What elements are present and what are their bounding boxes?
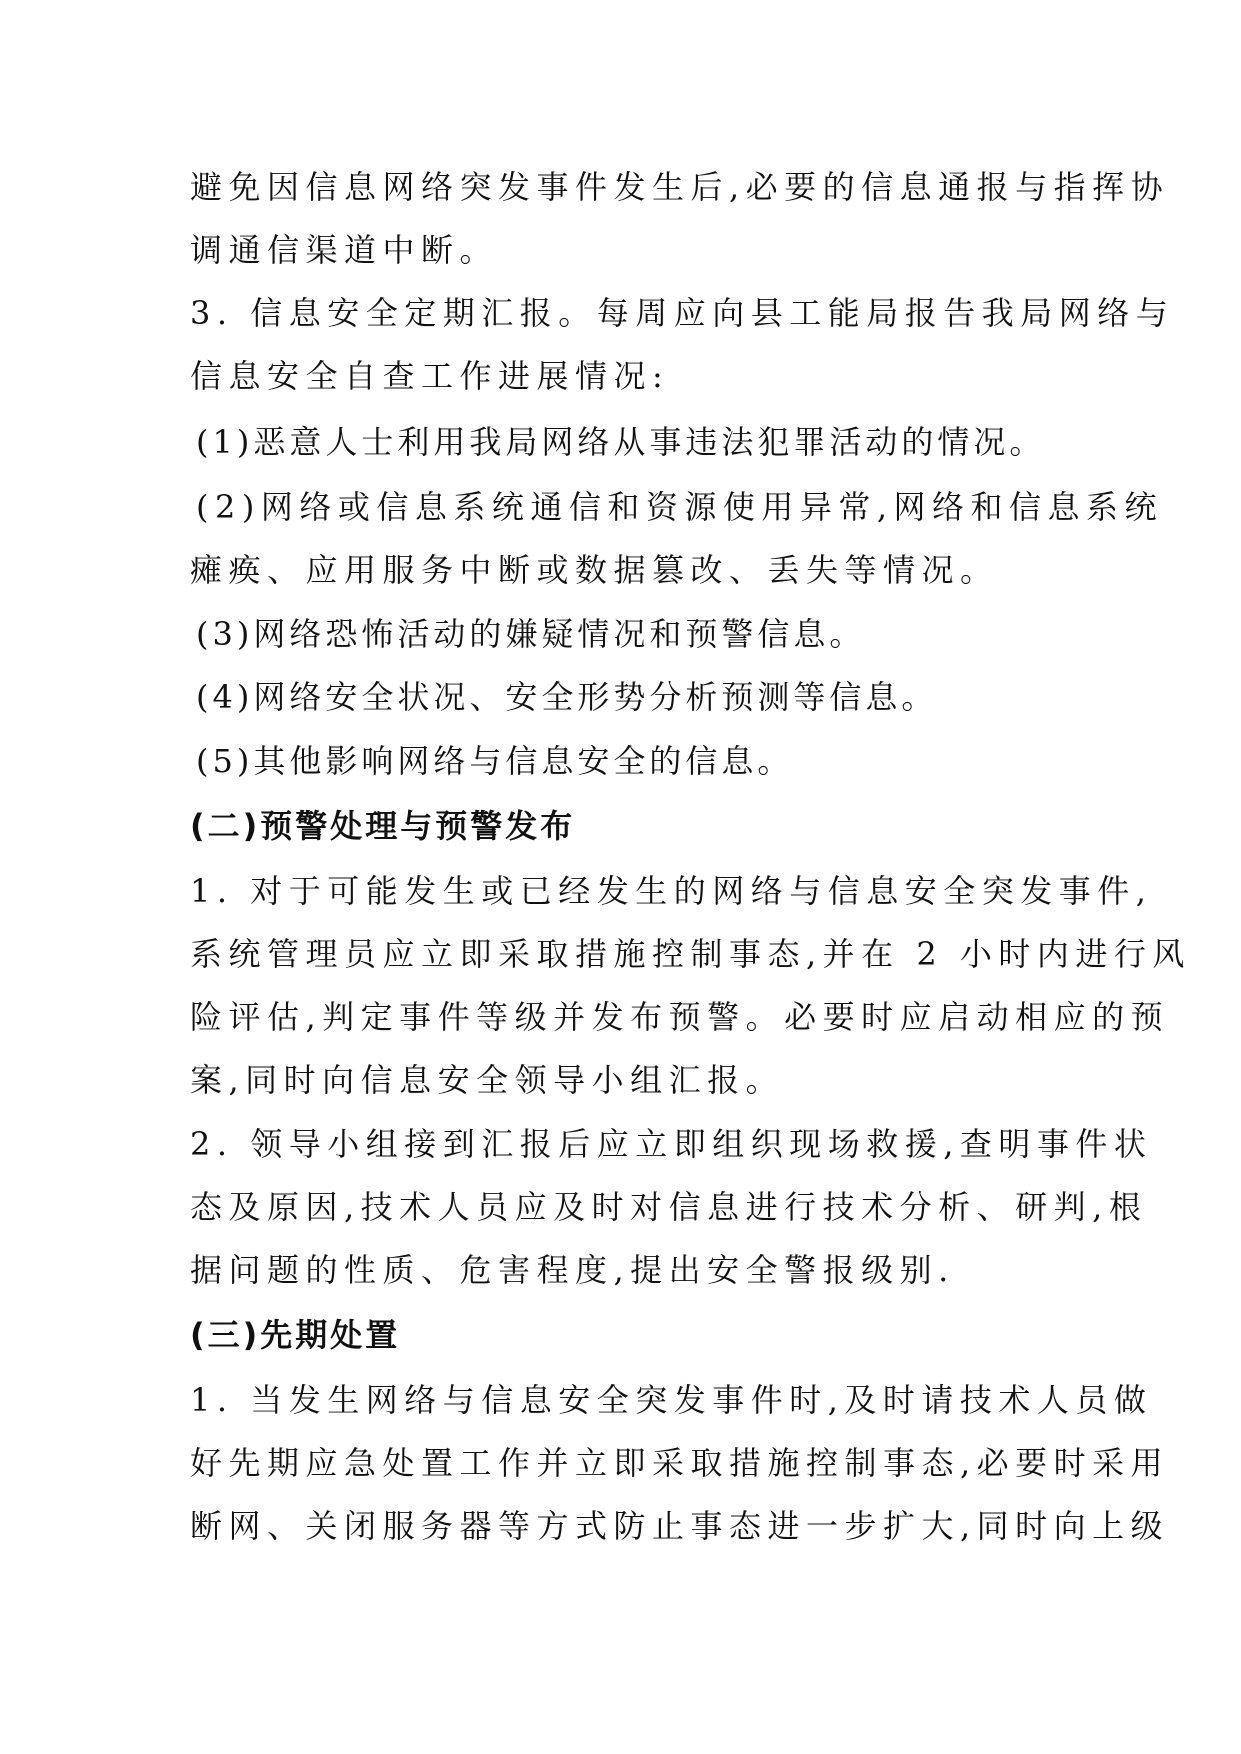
section-heading: (三)先期处置: [190, 1316, 401, 1354]
sub-item-2: (2)网络或信息系统通信和资源使用异常,网络和信息系统: [196, 488, 1164, 526]
paragraph-line: 断网、关闭服务器等方式防止事态进一步扩大,同时向上级: [190, 1507, 1170, 1545]
paragraph-line: 瘫痪、应用服务中断或数据篡改、丢失等情况。: [190, 551, 999, 589]
list-item-1: 1. 对于可能发生或已经发生的网络与信息安全突发事件,: [190, 872, 1153, 910]
paragraph-line: 好先期应急处置工作并立即采取措施控制事态,必要时采用: [190, 1444, 1170, 1482]
paragraph-line: 系统管理员应立即采取措施控制事态,并在 2 小时内进行风: [190, 935, 1191, 973]
paragraph-line: 调通信渠道中断。: [190, 231, 499, 269]
paragraph-line: 信息安全自查工作进展情况:: [190, 357, 670, 395]
list-item-2: 2. 领导小组接到汇报后应立即组织现场救援,查明事件状: [190, 1125, 1153, 1163]
section-heading: (二)预警处理与预警发布: [190, 807, 576, 845]
sub-item-4: (4)网络安全状况、安全形势分析预测等信息。: [196, 678, 938, 716]
paragraph-line: 避免因信息网络突发事件发生后,必要的信息通报与指挥协: [190, 168, 1170, 206]
list-item-3: 3. 信息安全定期汇报。每周应向县工能局报告我局网络与: [190, 294, 1175, 332]
sub-item-5: (5)其他影响网络与信息安全的信息。: [196, 742, 794, 780]
paragraph-line: 态及原因,技术人员应及时对信息进行技术分析、研判,根: [190, 1188, 1148, 1226]
paragraph-line: 案,同时向信息安全领导小组汇报。: [190, 1061, 785, 1099]
sub-item-3: (3)网络恐怖活动的嫌疑情况和预警信息。: [196, 615, 866, 653]
paragraph-line: 险评估,判定事件等级并发布预警。必要时应启动相应的预: [190, 998, 1170, 1036]
sub-item-1: (1)恶意人士利用我局网络从事违法犯罪活动的情况。: [196, 423, 1046, 461]
paragraph-line: 据问题的性质、危害程度,提出安全警报级别.: [190, 1251, 955, 1289]
list-item-1: 1. 当发生网络与信息安全突发事件时,及时请技术人员做: [190, 1381, 1153, 1419]
